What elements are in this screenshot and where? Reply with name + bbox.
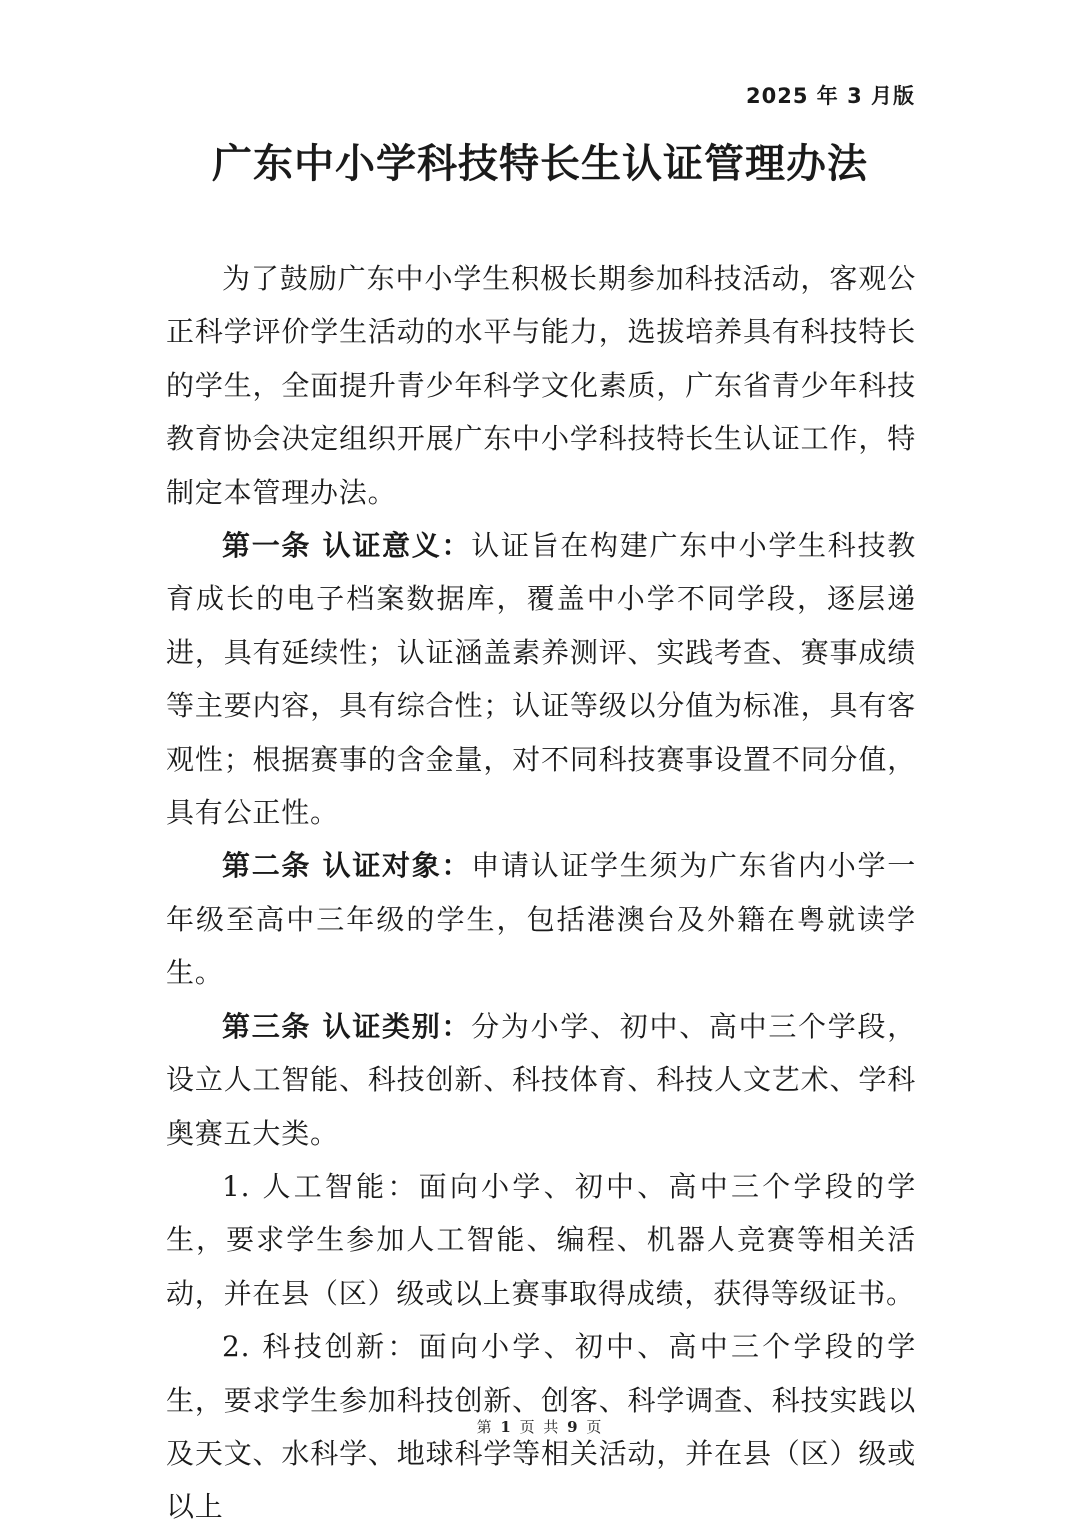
intro-paragraph: 为了鼓励广东中小学生积极长期参加科技活动，客观公正科学评价学生活动的水平与能力，选拔培养具有科技特长的学生，全面提升青少年科学文化素质，广东省青少年科技教育协会决定组织开展广东中小学科技特长生认证工作，特制定本管理办法。 [166, 262, 916, 509]
article-paragraph-3 [166, 1000, 916, 1160]
article-body: 分为小学、初中、高中三个学段，设立人工智能、科技创新、科技体育、科技人文艺术、学科奥赛五大类。 [166, 1009, 916, 1150]
article-paragraph-2 [166, 839, 916, 999]
article-heading: 第二条 认证对象： [222, 849, 472, 883]
category-item-2: 2. 科技创新：面向小学、初中、高中三个学段的学生，要求学生参加科技创新、创客、科学调查、科技实践以及天文、水科学、地球科学等相关活动，并在县（区）级或以上 [166, 1330, 916, 1524]
footer-suffix: 页 [586, 1418, 604, 1436]
footer-middle: 页 共 [519, 1418, 561, 1436]
article-body: 认证旨在构建广东中小学生科技教育成长的电子档案数据库，覆盖中小学不同学段，逐层递进，具有延续性；认证涵盖素养测评、实践考查、赛事成绩等主要内容，具有综合性；认证等级以分值为标准，具有客观性；根据赛事的含金量，对不同科技赛事设置不同分值，具有公正性。 [166, 529, 916, 830]
document-body [166, 252, 916, 1534]
footer-prefix: 第 [476, 1418, 494, 1436]
document-title: 广东中小学科技特长生认证管理办法 [212, 141, 868, 187]
current-page-number: 1 [500, 1418, 513, 1436]
page-footer [0, 1416, 1080, 1437]
article-body: 申请认证学生须为广东省内小学一年级至高中三年级的学生，包括港澳台及外籍在粤就读学生。 [166, 849, 916, 990]
total-pages-number: 9 [567, 1418, 580, 1436]
article-heading: 第一条 认证意义： [222, 529, 472, 563]
article-heading: 第三条 认证类别： [222, 1009, 472, 1043]
category-item-1: 1. 人工智能：面向小学、初中、高中三个学段的学生，要求学生参加人工智能、编程、机器人竞赛等相关活动，并在县（区）级或以上赛事取得成绩，获得等级证书。 [166, 1169, 916, 1310]
version-label: 2025 年 3 月版 [746, 84, 915, 108]
article-paragraph-1 [166, 519, 916, 839]
